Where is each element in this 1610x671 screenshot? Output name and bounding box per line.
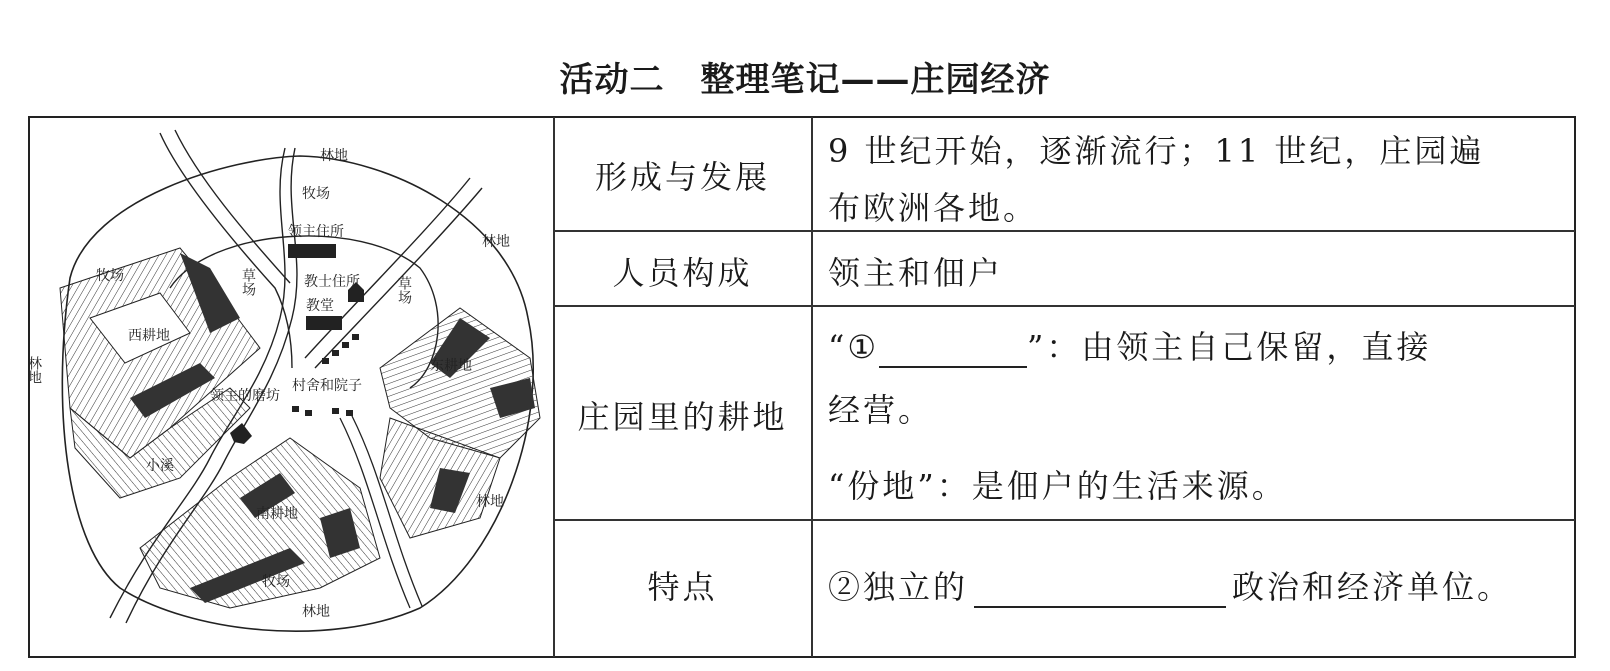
label-priest-residence: 教士住所 xyxy=(304,274,360,290)
row-label-features: 特点 xyxy=(647,568,718,606)
label-forest-bottom: 林地 xyxy=(302,604,330,620)
row-label-formation: 形成与发展 xyxy=(594,158,770,196)
blank-2-suffix: 政治和经济单位。 xyxy=(1232,568,1513,606)
row-label-farmland: 庄园里的耕地 xyxy=(577,398,788,436)
label-forest-right: 林地 xyxy=(482,234,510,250)
label-meadow-right: 草场 xyxy=(396,276,412,304)
blank-1-prefix: “① xyxy=(828,328,880,366)
row-divider-2 xyxy=(554,305,1575,307)
blank-2[interactable] xyxy=(974,568,1226,608)
label-church: 教堂 xyxy=(306,298,334,314)
label-village: 村舍和院子 xyxy=(292,378,362,394)
label-forest-top: 林地 xyxy=(320,148,348,164)
label-pasture-top: 牧场 xyxy=(302,186,330,202)
label-column-divider xyxy=(811,117,813,657)
activity-topic: 整理笔记——庄园经济 xyxy=(700,60,1051,100)
manor-map xyxy=(26,118,552,656)
activity-number: 活动二 xyxy=(559,60,665,100)
blank-1[interactable] xyxy=(879,328,1027,368)
label-lord-residence: 领主住所 xyxy=(288,224,344,240)
blank-1-suffix: ”：由领主自己保留，直接 xyxy=(1027,328,1432,366)
farmland-text-line1 xyxy=(828,322,1431,368)
label-pasture-bottom: 牧场 xyxy=(262,574,290,590)
label-south-field: 南耕地 xyxy=(256,506,298,522)
row-divider-3 xyxy=(554,519,1575,521)
label-lord-mill: 领主的磨坊 xyxy=(210,388,280,404)
label-stream: 小溪 xyxy=(146,458,174,474)
activity-title xyxy=(0,52,1610,101)
row-label-members: 人员构成 xyxy=(612,254,753,292)
label-east-field: 东耕地 xyxy=(430,358,472,374)
formation-text-line1: 9 世纪开始，逐渐流行；11 世纪，庄园遍 xyxy=(828,132,1485,170)
farmland-text-line3: “份地”：是佃户的生活来源。 xyxy=(828,467,1287,505)
blank-2-prefix: ②独立的 xyxy=(828,568,969,606)
row-divider-1 xyxy=(554,230,1575,232)
members-text: 领主和佃户 xyxy=(828,254,1004,292)
label-pasture-left: 牧场 xyxy=(96,268,124,284)
features-text xyxy=(828,562,1512,608)
label-forest-left: 林地 xyxy=(26,356,42,384)
label-west-field: 西耕地 xyxy=(128,328,170,344)
farmland-text-line2: 经营。 xyxy=(828,391,934,429)
label-forest-right-lower: 林地 xyxy=(476,494,504,510)
formation-text-line2: 布欧洲各地。 xyxy=(828,189,1039,227)
label-meadow-left: 草场 xyxy=(240,268,256,296)
